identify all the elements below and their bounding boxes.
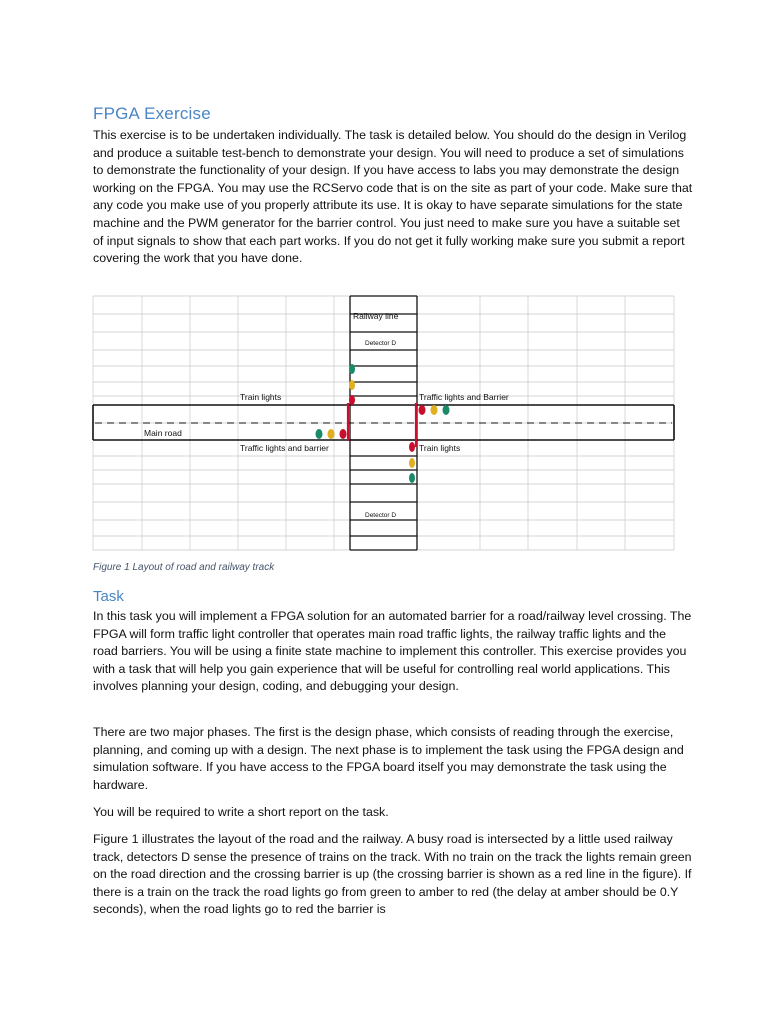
amber-light bbox=[349, 380, 355, 390]
railway-line-label: Railway line bbox=[353, 311, 399, 321]
traffic-lights-barrier-left-label: Traffic lights and barrier bbox=[240, 443, 329, 453]
amber-light bbox=[431, 405, 438, 415]
red-light bbox=[349, 395, 355, 405]
train-lights-right-label: Train lights bbox=[419, 443, 461, 453]
figure-caption: Figure 1 Layout of road and railway track bbox=[93, 562, 275, 573]
main-road-label: Main road bbox=[144, 428, 182, 438]
train-lights-top bbox=[349, 364, 355, 405]
intro-paragraph: This exercise is to be undertaken individually. The task is detailed below. You should do the design in Verilog and produce a suitable test-bench to demonstrate your design. You will need to produce a set of simulations to demonstrate the functionality of your design. If you have access to labs you may demonstrate the design working on the FPGA. You may use the RCServo code that is on the site as part of your code. Make sure that any code you make use of you properly attribute its use. It is okay to have separate simulations for the state machine and the PWM generator for the barrier control. You just need to make sure you have a suitable set of input signals to show that each part works. If you do not get it fully working make sure you submit a report covering the work that you have done. bbox=[93, 128, 693, 266]
red-light bbox=[409, 442, 415, 452]
red-light bbox=[419, 405, 426, 415]
train-lights-left-label: Train lights bbox=[240, 392, 282, 402]
traffic-lights-left bbox=[316, 429, 347, 439]
task-paragraph-4: Figure 1 illustrates the layout of the road and the railway. A busy road is intersected by a little used railway track, detectors D sense the presence of trains on the track. With no train on the track the lights remain green on the road direction and the crossing barrier is up (the crossing barrier is shown as a red line in the figure). If there is a train on the track the road lights go from green to amber to red (the delay at amber should be 0.Y seconds), when the road lights go to red the barrier is bbox=[93, 832, 692, 917]
task-paragraph-3: You will be required to write a short report on the task. bbox=[93, 805, 389, 819]
green-light bbox=[409, 473, 415, 483]
amber-light bbox=[328, 429, 335, 439]
task-paragraph-1: In this task you will implement a FPGA solution for an automated barrier for a road/railway level crossing. The FPGA will form traffic light controller that operates main road traffic lights, the railway traffic lights and the road barriers. You will be using a finite state machine to implement this controller. This exercise provides you with a task that will help you gain experience that will be useful for controlling real world applications. This involves planning your design, coding, and debugging your design. bbox=[93, 609, 692, 694]
green-light bbox=[349, 364, 355, 374]
traffic-lights-barrier-right-label: Traffic lights and Barrier bbox=[419, 392, 509, 402]
amber-light bbox=[409, 458, 415, 468]
green-light bbox=[443, 405, 450, 415]
task-paragraph-2: There are two major phases. The first is the design phase, which consists of reading through the exercise, planning, and coming up with a design. The next phase is to implement the task using the FPGA design and simulation software. If you have access to the FPGA board itself you may demonstrate the task using the hardware. bbox=[93, 725, 684, 792]
page-title: FPGA Exercise bbox=[93, 104, 211, 123]
red-light bbox=[340, 429, 347, 439]
green-light bbox=[316, 429, 323, 439]
train-lights-bottom bbox=[409, 442, 415, 483]
road-railway-figure bbox=[92, 295, 676, 551]
task-heading: Task bbox=[93, 588, 124, 605]
detector-bottom-label: Detector D bbox=[365, 512, 397, 519]
traffic-lights-right bbox=[419, 405, 450, 415]
detector-top-label: Detector D bbox=[365, 340, 397, 347]
